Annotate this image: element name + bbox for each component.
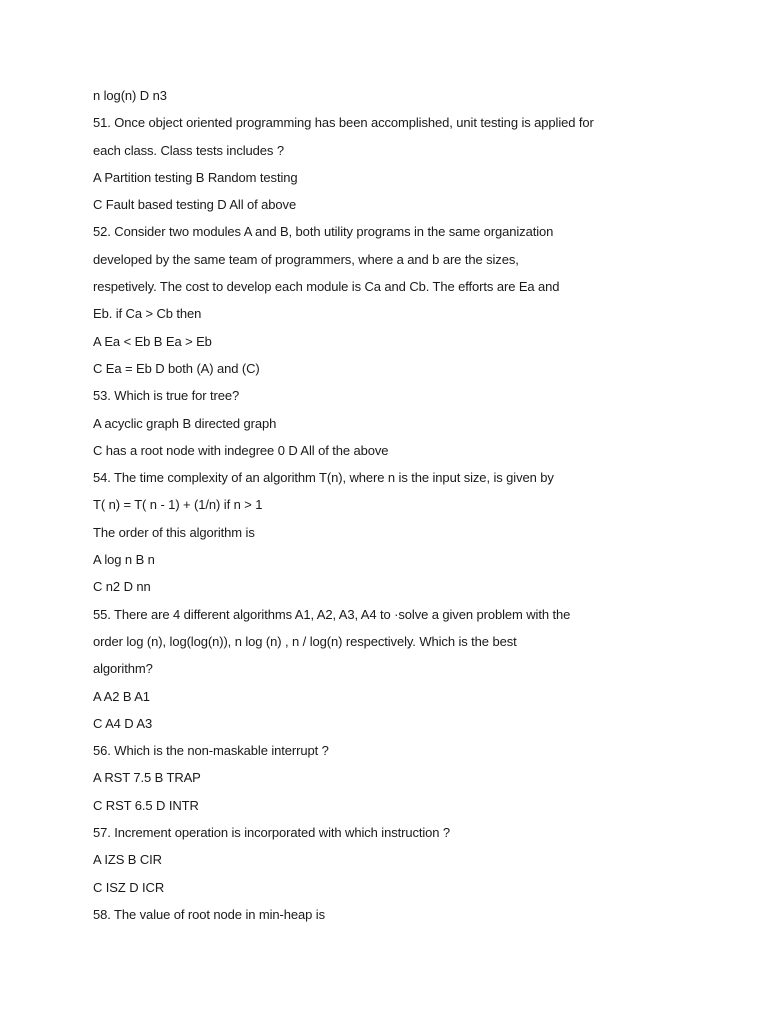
answer-options: A Ea < Eb B Ea > Eb: [93, 333, 212, 349]
text-line: each class. Class tests includes ?: [93, 142, 284, 158]
answer-options: C Fault based testing D All of above: [93, 197, 297, 213]
answer-options: C ISZ D ICR: [93, 879, 165, 895]
text-line: T( n) = T( n - 1) + (1/n) if n > 1: [93, 497, 263, 513]
answer-options: C has a root node with indegree 0 D All of the above: [93, 442, 389, 458]
text-line: Eb. if Ca > Cb then: [93, 306, 202, 322]
text-line: developed by the same team of programmers, where a and b are the sizes,: [93, 251, 519, 267]
text-line: respetively. The cost to develop each module is Ca and Cb. The efforts are Ea and: [93, 279, 560, 295]
answer-options: C RST 6.5 D INTR: [93, 797, 199, 813]
answer-options: A A2 B A1: [93, 688, 150, 704]
answer-options: A acyclic graph B directed graph: [93, 415, 277, 431]
answer-options: A log n B n: [93, 552, 155, 568]
answer-options: A IZS B CIR: [93, 852, 162, 868]
question-58-stem: 58. The value of root node in min-heap is: [93, 906, 325, 922]
question-55-stem: 55. There are 4 different algorithms A1, A2, A3, A4 to ·solve a given problem with the: [93, 606, 571, 622]
answer-options: A RST 7.5 B TRAP: [93, 770, 201, 786]
answer-options: C Ea = Eb D both (A) and (C): [93, 360, 260, 376]
question-51-stem: 51. Once object oriented programming has been accomplished, unit testing is applied for: [93, 115, 594, 131]
question-54-stem: 54. The time complexity of an algorithm T(n), where n is the input size, is given by: [93, 470, 554, 486]
text-line: algorithm?: [93, 661, 153, 677]
text-line: n log(n) D n3: [93, 88, 167, 103]
answer-options: C n2 D nn: [93, 579, 151, 595]
question-53-stem: 53. Which is true for tree?: [93, 388, 240, 404]
answer-options: A Partition testing B Random testing: [93, 169, 298, 185]
answer-options: C A4 D A3: [93, 715, 153, 731]
question-text-block: [93, 84, 733, 930]
question-56-stem: 56. Which is the non-maskable interrupt ?: [93, 743, 329, 759]
question-52-stem: 52. Consider two modules A and B, both utility programs in the same organization: [93, 224, 554, 240]
question-57-stem: 57. Increment operation is incorporated with which instruction ?: [93, 825, 451, 841]
text-line: order log (n), log(log(n)), n log (n) , n / log(n) respectively. Which is the best: [93, 633, 517, 649]
text-line: The order of this algorithm is: [93, 524, 255, 540]
